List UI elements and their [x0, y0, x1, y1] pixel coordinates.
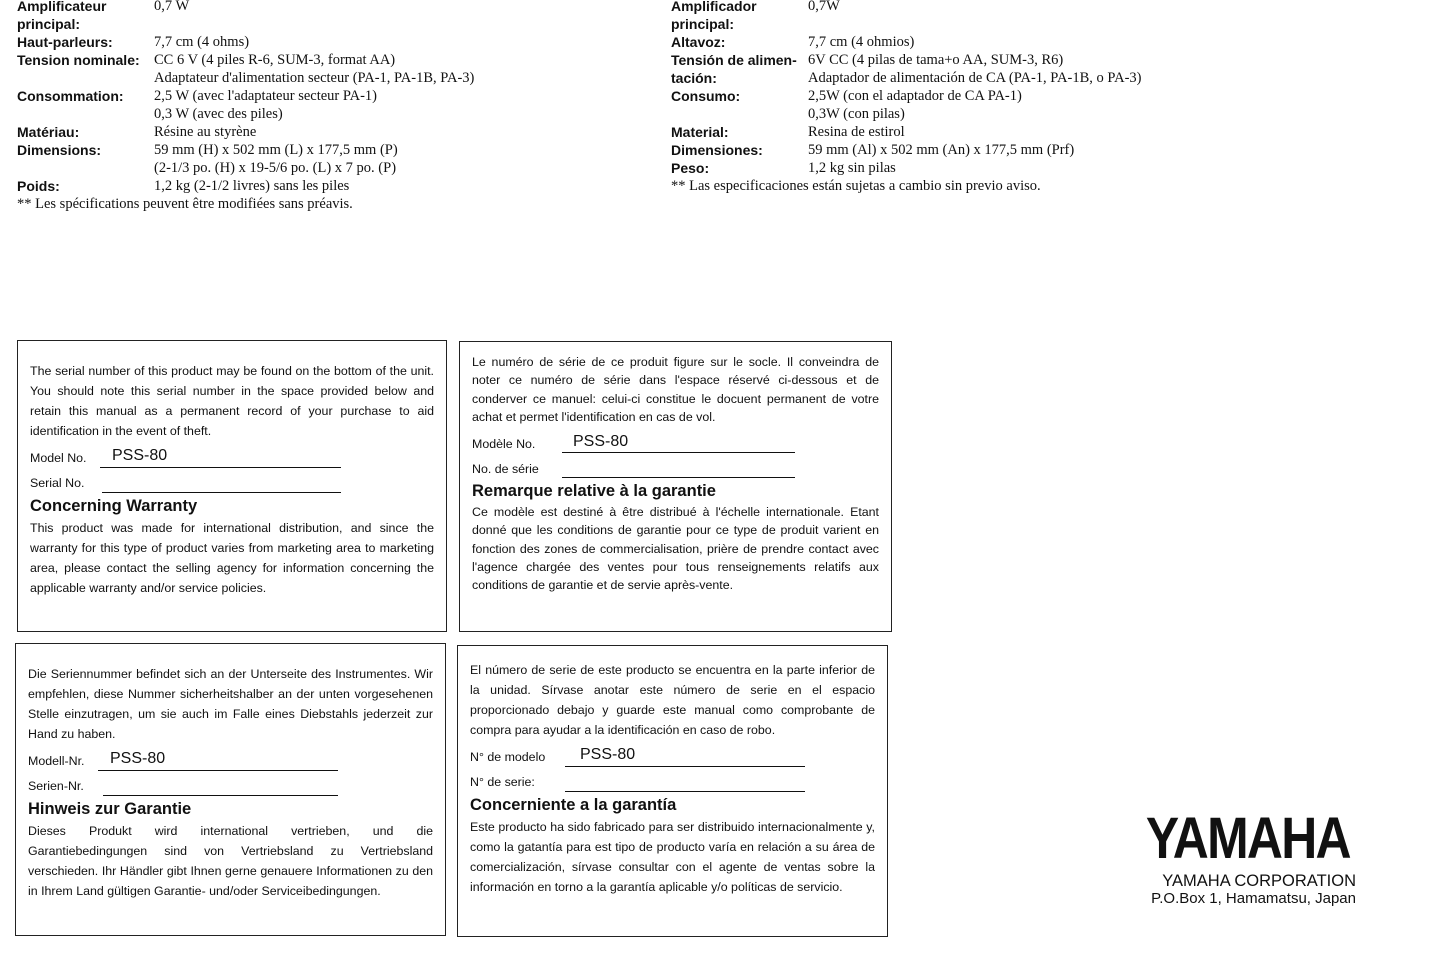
serial-line: [102, 492, 341, 493]
yamaha-logo-block: [1130, 805, 1356, 907]
model-line: [565, 766, 805, 767]
model-label: N° de modelo: [470, 750, 546, 764]
spec-value: 7,7 cm (4 ohmios): [808, 34, 915, 50]
spec-value: Adaptador de alimentación de CA (PA-1, PA-1B, o PA-3): [808, 70, 1142, 86]
spec-key: Peso:: [671, 160, 710, 176]
spec-value: 0,3W (con pilas): [808, 106, 905, 122]
spec-value: CC 6 V (4 piles R-6, SUM-3, format AA): [154, 52, 396, 68]
spec-value: 0,3 W (avec des piles): [154, 106, 283, 122]
specs-note: ** Les spécifications peuvent être modifiées sans préavis.: [17, 196, 353, 212]
serial-label: Serien-Nr.: [28, 779, 84, 793]
spec-row: [671, 33, 1141, 51]
model-line: [562, 452, 795, 453]
specs-note: ** Las especificaciones están sujetas a cambio sin previo aviso.: [671, 178, 1041, 194]
spec-row: [671, 0, 1141, 33]
spec-key: Consommation:: [17, 88, 124, 104]
serial-field: [472, 455, 879, 480]
specs-french: [17, 0, 637, 213]
model-field: [30, 445, 434, 470]
spec-row: [671, 87, 1141, 123]
warranty-box-german: [15, 643, 446, 936]
spec-row: [17, 87, 474, 123]
spec-value: (2-1/3 po. (H) x 19-5/6 po. (L) x 7 po. (P): [154, 160, 397, 176]
specs-french-table: [17, 0, 474, 195]
serial-intro: The serial number of this product may be found on the bottom of the unit. You should note this serial number in the space provided below and retain this manual as a permanent record of your purchase to aid identification in the event of theft.: [30, 364, 434, 438]
warranty-heading: Concerniente a la garantía: [470, 796, 677, 814]
specs-spanish: [671, 0, 1371, 195]
serial-line: [103, 795, 338, 796]
model-label: Modèle No.: [472, 436, 536, 451]
serial-intro: Le numéro de série de ce produit figure sur le socle. Il conveindra de noter ce numéro de série dans l'espace réservé ci-dessous et de conderver ce manuel: celui-ci constitue le docuent permanent de votre achat et permet l'identification en cas de vol.: [472, 355, 879, 424]
spec-value: 2,5 W (avec l'adaptateur secteur PA-1): [154, 88, 377, 104]
serial-intro: Die Seriennummer befindet sich an der Unterseite des Instrumentes. Wir empfehlen, diese Nummer sicherheitshalber an der unten vorgesehenen Stelle einzutragen, um sie auch im Falle eines Diebstahls jederzeit zur Hand zu haben.: [28, 667, 433, 741]
warranty-box-spanish: [457, 645, 888, 937]
spec-value: 2,5W (con el adaptador de CA PA-1): [808, 88, 1022, 104]
spec-value: 0,7W: [808, 0, 840, 14]
spec-value: 59 mm (Al) x 502 mm (An) x 177,5 mm (Prf): [808, 142, 1075, 158]
spec-value: Résine au styrène: [154, 124, 257, 140]
model-line: [98, 770, 338, 771]
spec-value: 0,7 W: [154, 0, 190, 14]
spec-value: 1,2 kg (2-1/2 livres) sans les piles: [154, 178, 350, 194]
yamaha-logo: YAMAHA: [1145, 806, 1350, 871]
model-field: [28, 748, 433, 773]
spec-key: Dimensions:: [17, 142, 102, 158]
model-value: PSS-80: [573, 432, 629, 450]
spec-key: Amplificador principal:: [671, 0, 757, 32]
spec-key: Dimensiones:: [671, 142, 763, 158]
model-field: [470, 744, 875, 769]
spec-value: 7,7 cm (4 ohms): [154, 34, 250, 50]
spec-value: Adaptateur d'alimentation secteur (PA-1, PA-1B, PA-3): [154, 70, 475, 86]
spec-key: Consumo:: [671, 88, 741, 104]
spec-key: Matériau:: [17, 124, 80, 140]
spec-value: Resina de estirol: [808, 124, 905, 140]
spec-value: 6V CC (4 pilas de tama+o AA, SUM-3, R6): [808, 52, 1064, 68]
warranty-body: Dieses Produkt wird international vertrieben, und die Garantiebedingungen sind von Vertriebsland zu Vertriebsland verschieden. Ihr Händler gibt Ihnen gerne genauere Informationen zu den in Ihrem Land gültigen Garantie- und/oder Serviceibedingungen.: [28, 824, 433, 898]
warranty-heading: Hinweis zur Garantie: [28, 800, 192, 818]
spec-row: [17, 177, 474, 195]
corporation-name: YAMAHA CORPORATION: [1162, 872, 1356, 890]
warranty-box-english: [17, 340, 447, 632]
specs-spanish-table: [671, 0, 1141, 177]
spec-row: [671, 123, 1141, 141]
warranty-heading: Concerning Warranty: [30, 497, 198, 515]
serial-field: [30, 470, 434, 495]
spec-key: Amplificateur principal:: [17, 0, 107, 32]
serial-label: No. de série: [472, 461, 539, 476]
spec-key: Tensión de alimen-tación:: [671, 52, 797, 86]
model-label: Modell-Nr.: [28, 754, 85, 768]
serial-intro: El número de serie de este producto se encuentra en la parte inferior de la unidad. Sírvase anotar este número de serie en el espacio proporcionado debajo y guarde este manual como comprobante de compra para ayudar a la identificación en caso de robo.: [470, 663, 875, 737]
spec-row: [17, 51, 474, 87]
spec-value: 59 mm (H) x 502 mm (L) x 177,5 mm (P): [154, 142, 398, 158]
model-line: [100, 467, 341, 468]
spec-key: Altavoz:: [671, 34, 726, 50]
serial-line: [562, 477, 795, 478]
warranty-heading: Remarque relative à la garantie: [472, 482, 716, 501]
warranty-body: Ce modèle est destiné à être distribué à l'échelle internationale. Etant donné que les conditions de garantie pour ce type de produit varient en fonction des zones de commercialisation, prière de prendre contact avec l'agence chargée des ventes pour tous renseignements relatifs aux conditions de garantie et de servie après-vente.: [472, 505, 879, 593]
warranty-body: Este producto ha sido fabricado para ser distribuido internacionalmente y, como la gatantía para est tipo de producto varía en relación a su área de comercialización, sírvase consultar con el agente de ventas sobre la información en torno a la garantía aplicable y/o políticas de servicio.: [470, 820, 875, 894]
model-value: PSS-80: [112, 447, 168, 464]
spec-row: [17, 123, 474, 141]
spec-row: [17, 0, 474, 33]
spec-key: Tension nominale:: [17, 52, 140, 68]
serial-field: [470, 769, 875, 794]
spec-row: [17, 33, 474, 51]
serial-label: Serial No.: [30, 476, 85, 490]
spec-key: Haut-parleurs:: [17, 34, 113, 50]
warranty-box-french: [459, 341, 892, 632]
model-label: Model No.: [30, 451, 87, 465]
spec-value: 1,2 kg sin pilas: [808, 160, 896, 176]
model-value: PSS-80: [580, 746, 636, 763]
spec-key: Material:: [671, 124, 729, 140]
spec-key: Poids:: [17, 178, 60, 194]
corporation-address: P.O.Box 1, Hamamatsu, Japan: [1151, 890, 1356, 907]
model-value: PSS-80: [110, 750, 166, 767]
spec-row: [671, 159, 1141, 177]
serial-field: [28, 773, 433, 798]
spec-row: [671, 141, 1141, 159]
spec-row: [17, 141, 474, 177]
serial-line: [565, 791, 805, 792]
spec-row: [671, 51, 1141, 87]
warranty-body: This product was made for international distribution, and since the warranty for this type of product varies from marketing area to marketing area, please contact the selling agency for information concerning the applicable warranty and/or service policies.: [30, 521, 434, 595]
model-field: [472, 430, 879, 455]
serial-label: N° de serie:: [470, 775, 535, 789]
